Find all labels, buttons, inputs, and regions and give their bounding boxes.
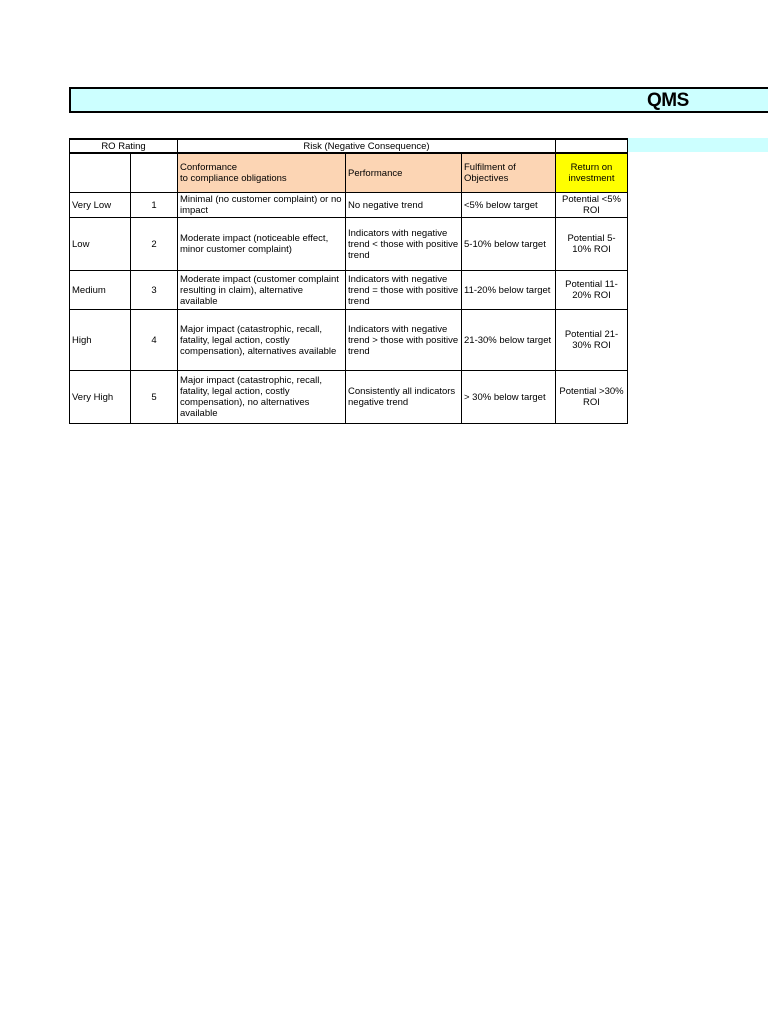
rating-label: High (70, 310, 131, 371)
table-row (70, 371, 628, 424)
roi-cell: Potential <5% ROI (556, 193, 628, 218)
rating-label: Medium (70, 271, 131, 310)
conformance-cell: Moderate impact (noticeable effect, minor customer complaint) (178, 218, 346, 271)
roi-cell: Potential >30% ROI (556, 371, 628, 424)
title-bar (69, 87, 768, 113)
rating-score: 5 (131, 371, 178, 424)
roi-cell: Potential 21-30% ROI (556, 310, 628, 371)
performance-cell: No negative trend (346, 193, 462, 218)
rating-label: Very High (70, 371, 131, 424)
roi-header: Return on investment (556, 153, 628, 193)
performance-cell: Indicators with negative trend < those with positive trend (346, 218, 462, 271)
objectives-cell: 21-30% below target (462, 310, 556, 371)
roi-cell: Potential 11-20% ROI (556, 271, 628, 310)
rating-score: 4 (131, 310, 178, 371)
table-row (70, 271, 628, 310)
conformance-cell: Major impact (catastrophic, recall, fatality, legal action, costly compensation), alternatives available (178, 310, 346, 371)
roi-cell: Potential 5-10% ROI (556, 218, 628, 271)
blank-rating-cell (70, 153, 131, 193)
rating-score: 1 (131, 193, 178, 218)
objectives-cell: 5-10% below target (462, 218, 556, 271)
risk-group-header: Risk (Negative Consequence) (178, 139, 556, 153)
table-row (70, 193, 628, 218)
ro-rating-header: RO Rating (70, 139, 178, 153)
conformance-cell: Major impact (catastrophic, recall, fatality, legal action, costly compensation), no alternatives available (178, 371, 346, 424)
performance-header: Performance (346, 153, 462, 193)
risk-rating-table (69, 138, 628, 424)
table-row (70, 310, 628, 371)
conformance-header: Conformance to compliance obligations (178, 153, 346, 193)
blank-header-cell (556, 139, 628, 153)
rating-score: 2 (131, 218, 178, 271)
objectives-cell: > 30% below target (462, 371, 556, 424)
conformance-cell: Moderate impact (customer complaint resulting in claim), alternative available (178, 271, 346, 310)
blank-score-cell (131, 153, 178, 193)
objectives-header: Fulfilment of Objectives (462, 153, 556, 193)
page-title: QMS (647, 90, 689, 111)
performance-cell: Consistently all indicators negative trend (346, 371, 462, 424)
objectives-cell: 11-20% below target (462, 271, 556, 310)
table-row (70, 218, 628, 271)
rating-label: Very Low (70, 193, 131, 218)
performance-cell: Indicators with negative trend = those with positive trend (346, 271, 462, 310)
conformance-cell: Minimal (no customer complaint) or no impact (178, 193, 346, 218)
table-column-header-row (70, 153, 628, 193)
rating-label: Low (70, 218, 131, 271)
objectives-cell: <5% below target (462, 193, 556, 218)
performance-cell: Indicators with negative trend > those with positive trend (346, 310, 462, 371)
rating-score: 3 (131, 271, 178, 310)
table-group-header-row (70, 139, 628, 153)
